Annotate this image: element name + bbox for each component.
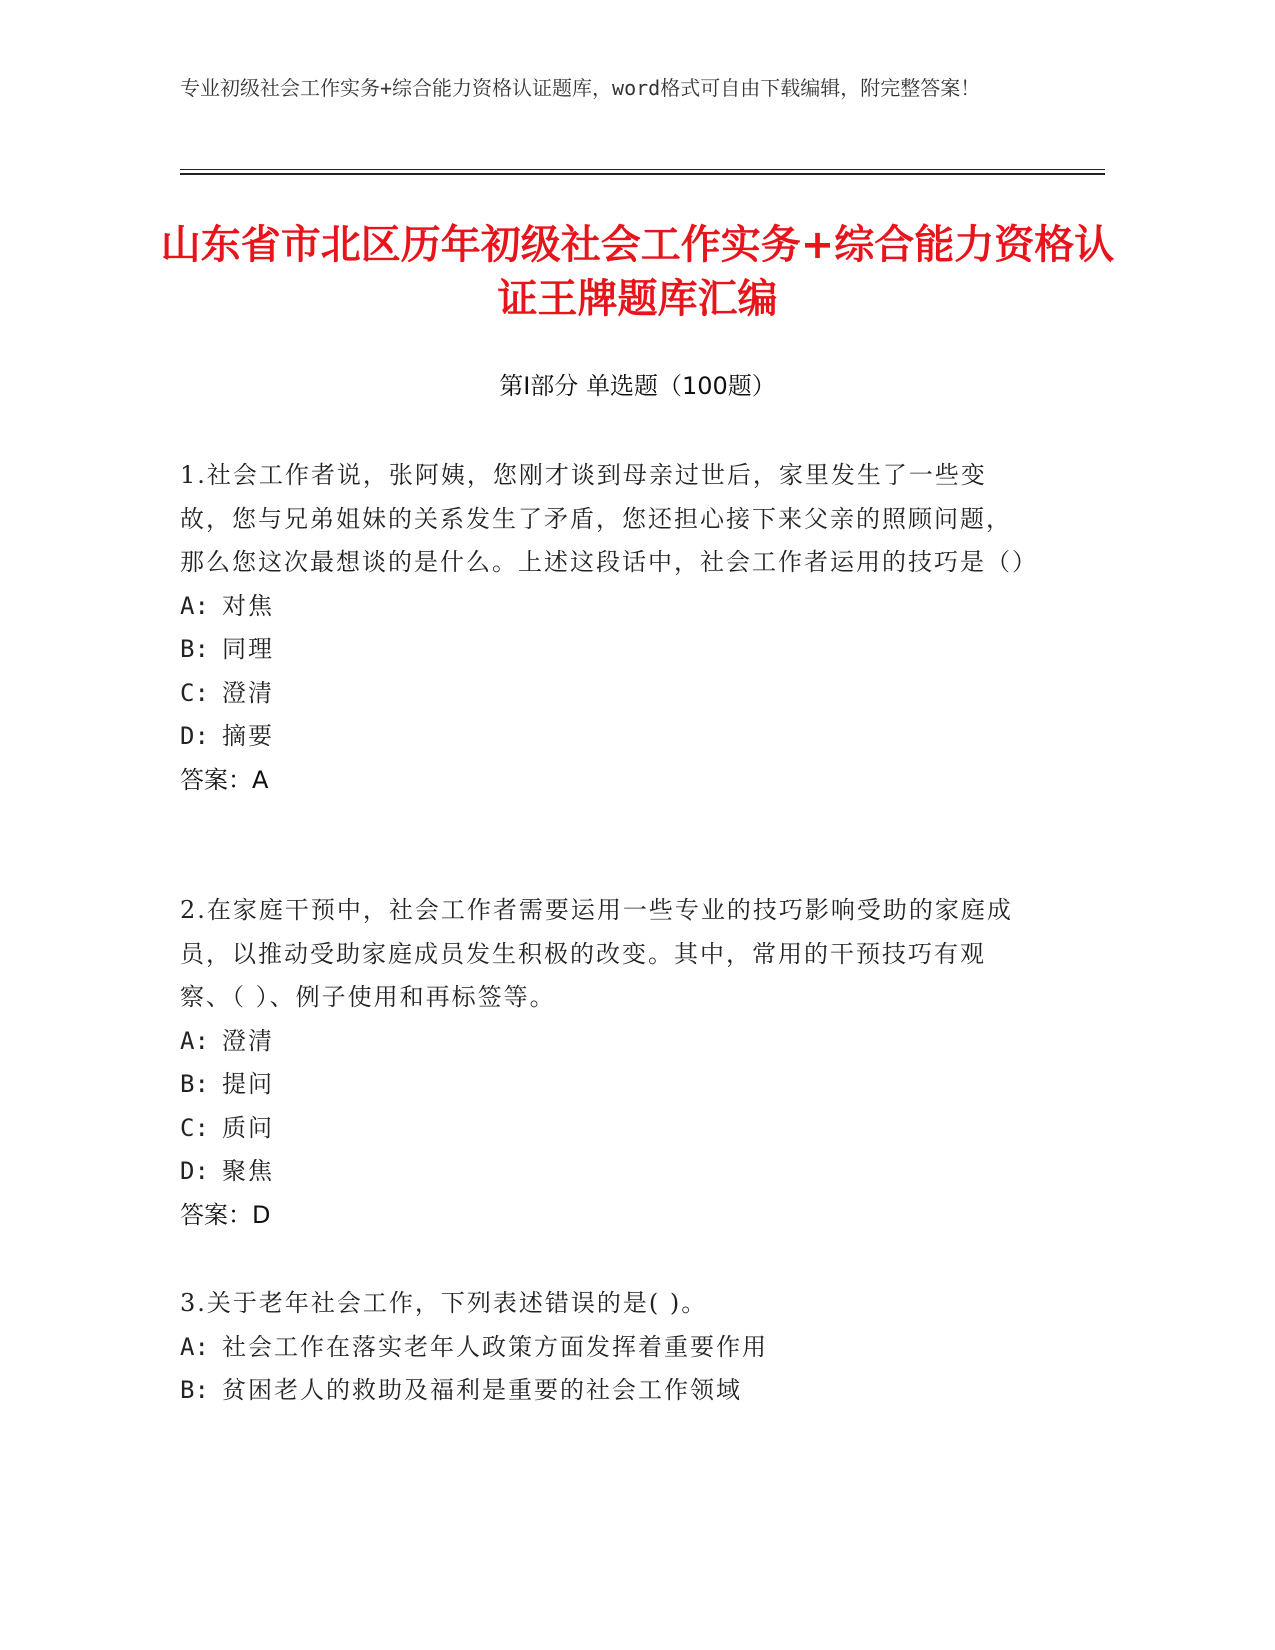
- header-divider-thick: [180, 173, 1105, 175]
- option-key: D:: [180, 722, 209, 750]
- header-divider-thin: [180, 169, 1105, 170]
- option-text: 澄清: [222, 678, 274, 707]
- option-key: A:: [180, 1026, 209, 1055]
- option-text: 摘要: [222, 722, 274, 750]
- option-text: 社会工作在落实老年人政策方面发挥着重要作用: [222, 1332, 768, 1361]
- answer-label: 答案：: [180, 765, 252, 794]
- option-a: [180, 1326, 1030, 1370]
- option-c: [180, 672, 1030, 716]
- section-heading: 第Ⅰ部分 单选题（100题）: [499, 372, 776, 400]
- question-text: 2.在家庭干预中，社会工作者需要运用一些专业的技巧影响受助的家庭成员，以推动受助家庭成员发生积极的改变。其中，常用的干预技巧有观察、（ ）、例子使用和再标签等。: [180, 896, 1013, 1011]
- question-3: [180, 1282, 1030, 1413]
- header-note: 专业初级社会工作实务+综合能力资格认证题库，word格式可自由下载编辑，附完整答案！: [180, 76, 981, 100]
- option-key: D:: [180, 1157, 209, 1185]
- option-key: C:: [180, 678, 209, 707]
- answer-line: [180, 759, 1030, 803]
- option-text: 澄清: [222, 1026, 274, 1055]
- option-text: 质问: [222, 1113, 274, 1142]
- question-1: [180, 454, 1038, 802]
- option-key: C:: [180, 1113, 209, 1142]
- answer-value: A: [252, 765, 269, 794]
- option-b: [180, 1369, 1030, 1413]
- option-key: A:: [180, 1332, 209, 1361]
- option-key: B:: [180, 1070, 209, 1098]
- document-title: 山东省市北区历年初级社会工作实务+综合能力资格认证王牌题库汇编: [160, 222, 1115, 322]
- answer-value: D: [252, 1200, 271, 1229]
- option-text: 聚焦: [222, 1157, 274, 1185]
- option-b: [180, 628, 1030, 672]
- option-text: 贫困老人的救助及福利是重要的社会工作领域: [222, 1376, 742, 1404]
- option-key: B:: [180, 1376, 209, 1404]
- answer-label: 答案：: [180, 1200, 252, 1229]
- option-key: A:: [180, 591, 209, 620]
- answer-line: [180, 1194, 1030, 1238]
- option-a: [180, 1020, 1030, 1064]
- option-text: 同理: [222, 635, 274, 663]
- question-2: [180, 889, 1030, 1237]
- option-a: [180, 585, 1030, 629]
- question-text: 1.社会工作者说，张阿姨，您刚才谈到母亲过世后，家里发生了一些变故，您与兄弟姐妹的关系发生了矛盾，您还担心接下来父亲的照顾问题，那么您这次最想谈的是什么。上述这段话中，社会工作者运用的技巧是（）: [180, 461, 1038, 576]
- option-d: [180, 1150, 1030, 1194]
- question-text: 3.关于老年社会工作，下列表述错误的是( )。: [180, 1289, 708, 1317]
- option-b: [180, 1063, 1030, 1107]
- option-c: [180, 1107, 1030, 1151]
- option-d: [180, 715, 1030, 759]
- option-text: 对焦: [222, 591, 274, 620]
- option-key: B:: [180, 635, 209, 663]
- option-text: 提问: [222, 1070, 274, 1098]
